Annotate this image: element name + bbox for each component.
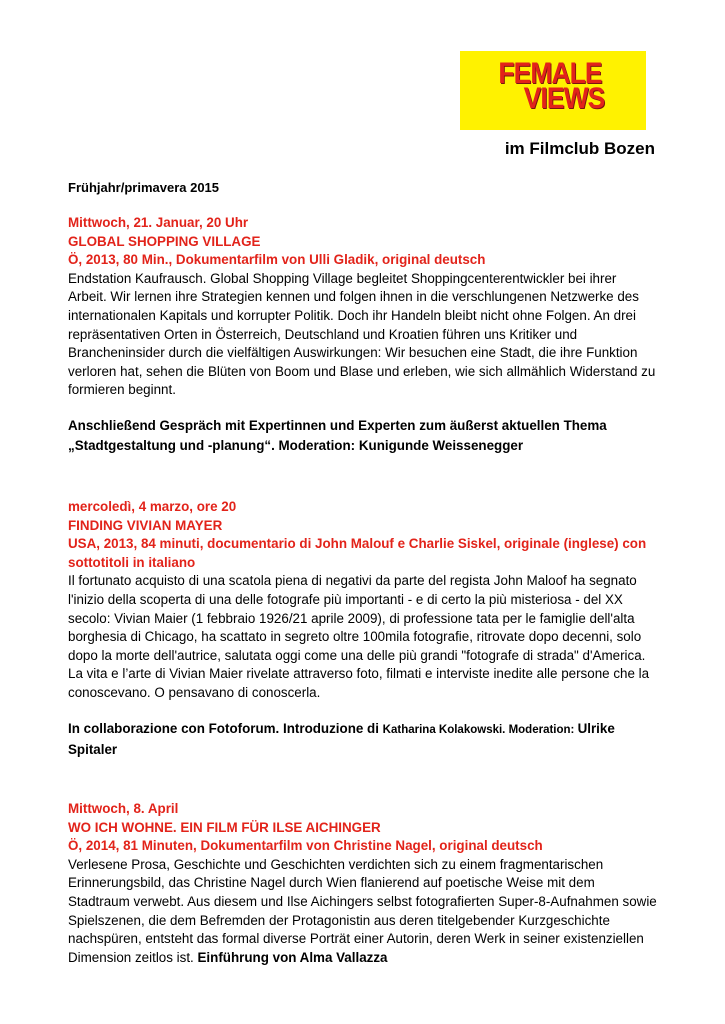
description-bold: Einführung von Alma Vallazza (197, 949, 388, 965)
event-description (68, 856, 658, 968)
logo-line-2: VIEWS (523, 82, 605, 115)
season-heading: Frühjahr/primavera 2015 (68, 180, 220, 195)
event-date: mercoledì, 4 marzo, ore 20 (68, 499, 237, 514)
description-text: Verlesene Prosa, Geschichte und Geschichten verdichten sich zu einem fragmentarischen Erinnerungsbild, das Christine Nagel durch Wien flanierend auf poetische Weise mit dem Stadtraum verwebt. Aus diesem und Ilse Aichingers selbst fotografierten Super-8-Aufnahmen sowie Spielszenen, die dem Befremden der Protagonistin aus deren titelgebender Kurzgeschichte nachspüren, entsteht das formal diverse Porträt einer Autorin, deren Werk in seiner existenziellen Dimension zeitlos ist. (68, 856, 657, 965)
event-1 (68, 214, 658, 456)
page-subtitle: im Filmclub Bozen (504, 139, 655, 158)
event-date: Mittwoch, 21. Januar, 20 Uhr (68, 215, 249, 230)
logo-line-1: FEMALE (498, 57, 602, 90)
note-part-c: Ulrike Spitaler (68, 720, 615, 757)
event-title: FINDING VIVIAN MAYER (68, 517, 223, 533)
event-description: Il fortunato acquisto di una scatola piena di negativi da parte del regista John Maloof ha segnato l'inizio della scoperta di una delle fotografe più importanti - e di certo la più misteriosa - del XX secolo: Vivian Maier (1 febbraio 1926/21 aprile 2009), di professione tata per le famiglie dell'alta borghesia di Chicago, ha scattato in segreto oltre 100mila fotografie, ritrovate dopo decenni, solo dopo la morte dell'autrice, salutata oggi come una delle più grandi "fotografe di strada" d'America. La vita e l’arte di Vivian Maier rivelate attraverso foto, filmati e interviste inedite alle persone che la conoscevano. O pensavano di conoscerla. (68, 573, 650, 700)
event-meta: USA, 2013, 84 minuti, documentario di John Malouf e Charlie Siskel, originale (inglese) con sottotitoli in italiano (68, 536, 647, 570)
event-3 (68, 800, 658, 967)
event-meta: Ö, 2013, 80 Min., Dokumentarfilm von Ulli Gladik, original deutsch (68, 252, 486, 268)
note-part-a: In collaborazione con Fotoforum. Introduzione di (68, 720, 383, 736)
event-meta: Ö, 2014, 81 Minuten, Dokumentarfilm von Christine Nagel, original deutsch (68, 838, 543, 854)
event-2 (68, 498, 658, 760)
event-note: Anschließend Gespräch mit Expertinnen und Experten zum äußerst aktuellen Thema „Stadtgestaltung und -planung“. Moderation: Kunigunde Weissenegger (68, 417, 607, 453)
event-title: GLOBAL SHOPPING VILLAGE (68, 233, 261, 249)
event-note (68, 719, 658, 760)
event-title: WO ICH WOHNE. EIN FILM FÜR ILSE AICHINGER (68, 819, 381, 835)
event-date: Mittwoch, 8. April (68, 801, 179, 816)
event-description: Endstation Kaufrausch. Global Shopping Village begleitet Shoppingcenterentwickler bei ihrer Arbeit. Wir lernen ihre Strategien kennen und folgen ihnen in die verschlungenen Netzwerke des internationalen Kapitals und korrupter Politik. Doch ihr Handeln bleibt nicht ohne Folgen. An drei repräsentativen Orten in Österreich, Deutschland und Kroatien führen uns Kritiker und Brancheninsider durch die vielfältigen Auswirkungen: Wir besuchen eine Stadt, die ihre Funktion verloren hat, sehen die Blüten von Boom und Blase und erleben, wie sich allmählich Widerstand zu formieren beginnt. (68, 270, 656, 398)
female-views-logo (460, 51, 646, 130)
note-part-b: Katharina Kolakowski. Moderation: (382, 723, 578, 736)
